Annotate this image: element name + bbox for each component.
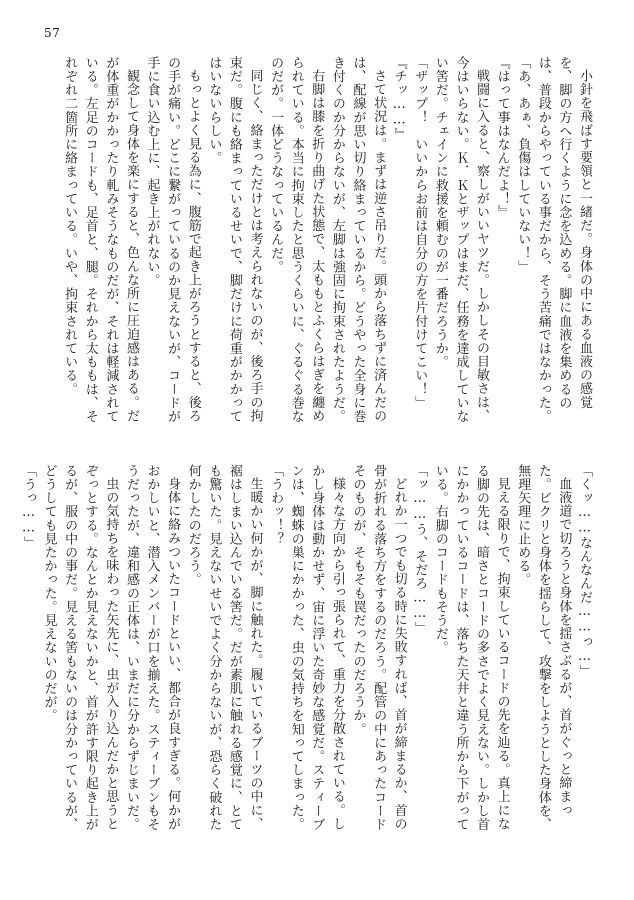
paragraph: もっとよく見る為に、腹筋で起き上がろうとすると、後ろの手が痛い。どこに繋がっているのか見えないが、コードが手に食い込む上に、起き上がれない。 <box>144 56 201 424</box>
paragraph: 観念して身体を楽にすると、色んな所に圧迫感はある。だが体重がかかったり軋みそうなものだが、それは軽減されている。左足のコードも、足首と、腿。それから太ももは、それぞれ二箇所に絡まっている。いや、拘束されている。 <box>62 56 139 424</box>
text-block-bottom <box>20 464 594 834</box>
text-block-top <box>44 56 594 426</box>
paragraph: どれか一つでも切る時に失敗すれば、首が締まるか、首の骨が折れる落ち方をするのだろう。配管の中にあったコードそのものが、そもそも罠だったのだろうか。 <box>350 464 407 832</box>
paragraph: 見える限りで、拘束しているコードの先を辿る。真上になる脚の先は、暗さとコードの多さでよく見えない。しかし首にかかっているコードは、落ちた天井と違う所から下がっている。右脚のコードもそうだ。 <box>432 464 510 832</box>
paragraph: 小針を飛ばす要領と一緒だ。身体の中にある血液の感覚を、脚の方へ行くように念を込める。脚に血液を集めるのは、普段からやっている事だから、そう苦痛ではなかった。 <box>535 56 592 424</box>
page-number: 57 <box>44 26 61 40</box>
paragraph: 身体に絡みついたコードといい、都合が良すぎる。何かがおかしいと、潜入メンバーが口を揃えた。スティーブンもそうだったが、違和感の正体は、いまだに分からずじまいだ。 <box>123 464 181 832</box>
paragraph: 血液道で切ろうと身体を揺さぶるが、首がぐっと締まった。ビクリと身体を揺らして、攻撃をしようとした身体を、無理矢理に止める。 <box>515 464 572 832</box>
paragraph: 様々な方向から引っ張られて、重力を分散されている。しかし身体は動かせず、宙に浮いた奇妙な感覚だ。スティーブンは、蜘蛛の巣にかかった、虫の気持ちを知ってしまった。 <box>288 464 345 832</box>
paragraph: 戦闘に入ると、察しがいいヤツだ。しかしその目敏さは、今はいらない。Ｋ．Ｋとザップはまだ、任務を達成していない筈だ。チェインに救援を頼むのが一番だろうか。 <box>432 56 490 424</box>
paragraph: 右脚は膝を折り曲げた状態で、太ももとふくらはぎを纏められている。本当に拘束したと思うくらいに、ぐるぐる巻なのだが。一体どうなっているんだ。 <box>268 56 325 424</box>
paragraph: 「ッ……う、そだろ……」 <box>412 464 428 636</box>
paragraph: 「くッ……なんなんだ……っ…」 <box>577 464 592 678</box>
paragraph: 虫の気持ちを味わった矢先に、虫が入り込んだかと思うとぞっとする。なんとか見えないかと、首が許す限り起き上がるが、服の中の事だ。見える筈もないのは分かっているが、どうしても見たかった。見えないのだが。 <box>41 464 119 832</box>
paragraph: 生暖かい何かが、脚に触れた。履いているブーツの中に、裾はしまい込んでいる筈だ。だが素肌に触れる感覚に、とても驚いた。見えないせいでよく分からないが、恐らく破れた何かしたのだろう。 <box>185 464 263 832</box>
paragraph: 『チッ……』 <box>391 56 407 142</box>
paragraph: 『はって事はなんだよ！』 <box>494 56 510 220</box>
paragraph: 「うわッ！？ <box>268 464 284 546</box>
paragraph: 「うっ……」 <box>20 464 36 550</box>
paragraph: 同じく、絡まっただけとは考えられないのが、後ろ手の拘束だ。腹にも絡まっているせいで、脚だけに荷重がかかってはいないらしい。 <box>206 56 263 424</box>
paragraph: さて状況は。まずは逆さ吊りだ。頭から落ちずに済んだのは、配線が思い切り絡まっているから。どうやった全身に巻き付くのか分からないが、左脚は強固に拘束されたようだ。 <box>329 56 387 424</box>
paragraph: 「ザップ！ いいからお前は自分の方を片付けてこい！」 <box>412 56 428 410</box>
paragraph: 「あ、あぁ、負傷はしていない！」 <box>515 56 531 274</box>
